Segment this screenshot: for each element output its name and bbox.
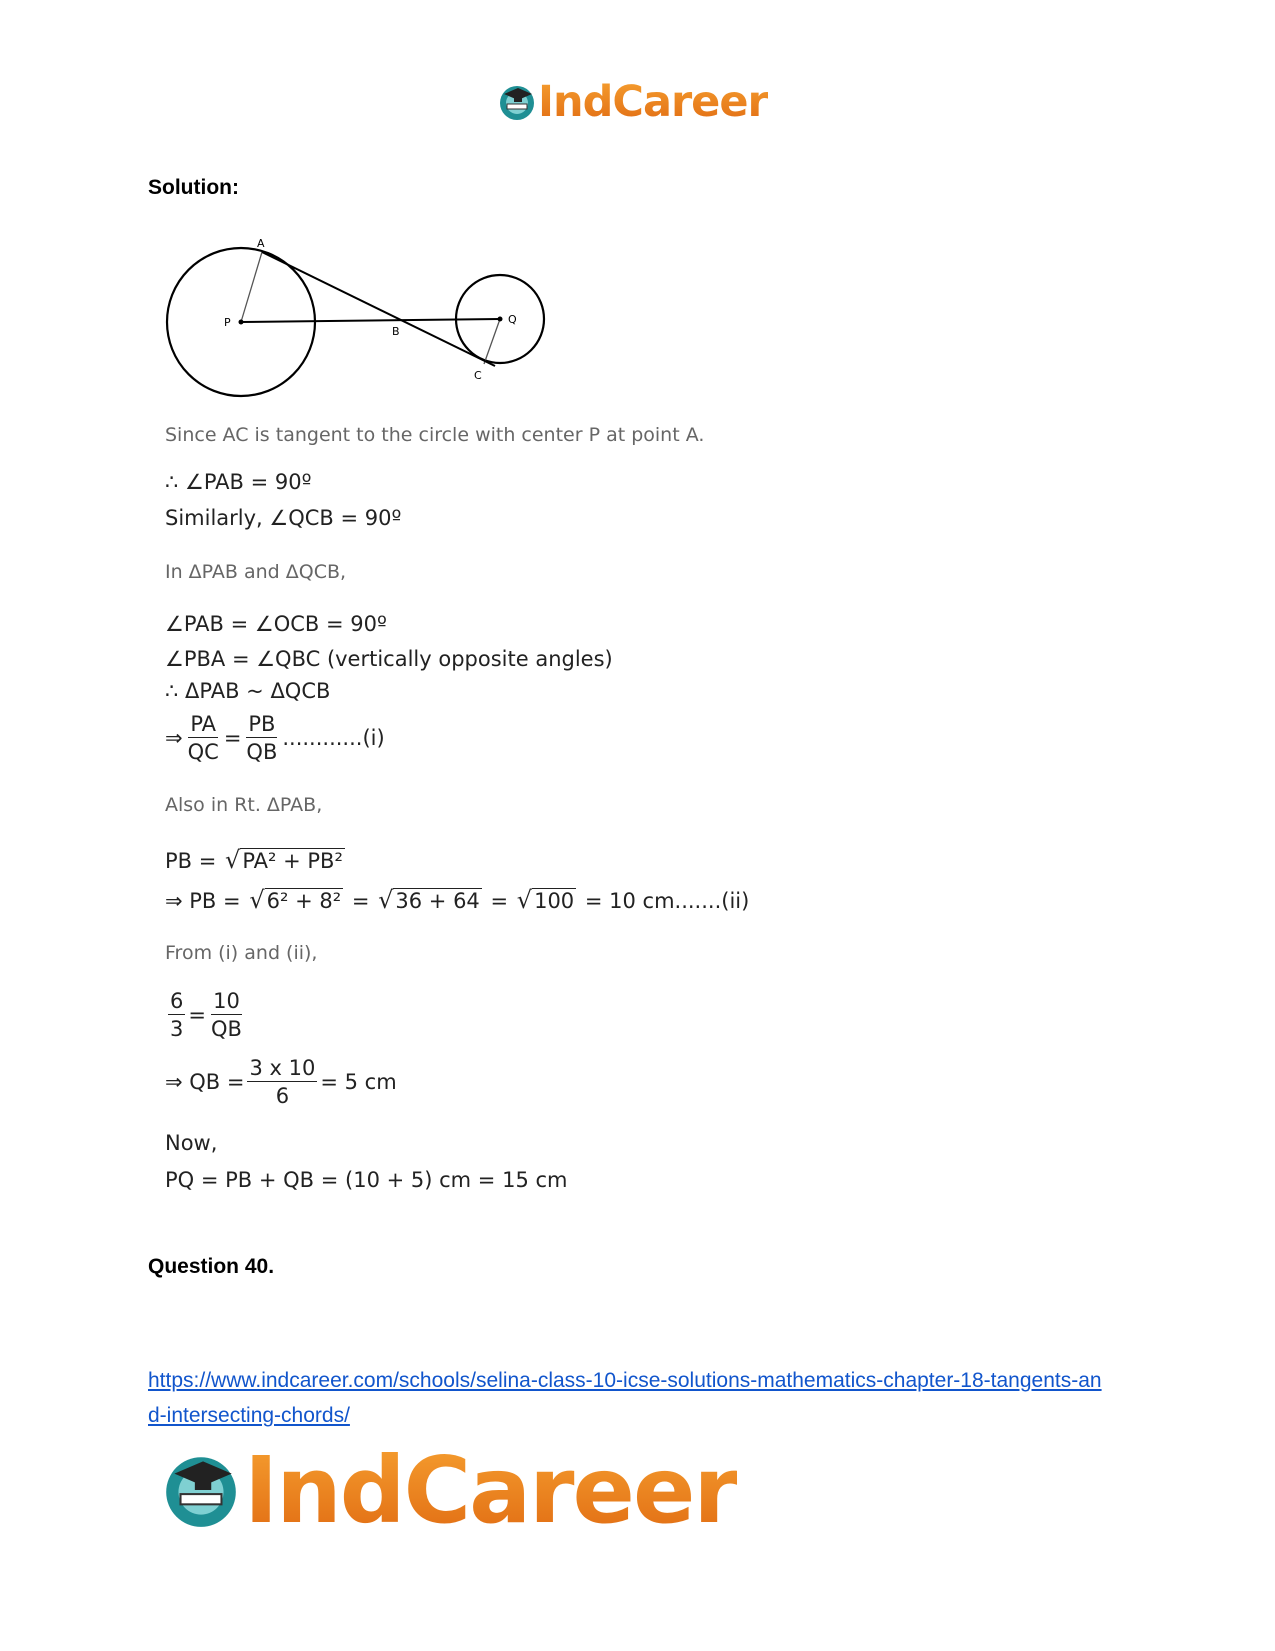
label-p: P — [224, 316, 231, 329]
line-triangles: In ΔPAB and ΔQCB, — [165, 561, 347, 583]
square-root: √ PA² + PB² — [225, 846, 343, 874]
segment-pq — [241, 319, 500, 322]
segment-pa — [241, 252, 262, 322]
fraction-pa-qc: $\frac{PA}{QC}$ — [187, 712, 219, 765]
square-root: √ 100 — [516, 886, 575, 914]
line-angle-pab: ∴ ∠PAB = 90º — [165, 470, 312, 494]
line-angle-equal: ∠PAB = ∠OCB = 90º — [165, 612, 387, 636]
graduation-cap-icon — [158, 1447, 244, 1533]
square-root: √ 36 + 64 — [378, 886, 480, 914]
line-right-triangle: Also in Rt. ΔPAB, — [165, 794, 323, 816]
implies-symbol: ⇒ — [165, 726, 183, 751]
line-pb-value: ⇒ PB = √ 6² + 8² = √ 36 + 64 = √ 100 = 10 cm.......(ii) — [165, 886, 750, 914]
label-a: A — [257, 238, 265, 250]
graduation-cap-icon — [496, 81, 538, 123]
fraction-10-qb: $\frac{10}{QB}$ — [210, 989, 242, 1042]
indcareer-logo-top — [496, 78, 768, 126]
logo-wordmark: IndCareer — [244, 1436, 737, 1544]
tangent-ac — [262, 252, 495, 366]
fraction-pb-qb: $\frac{PB}{QB}$ — [246, 712, 278, 765]
segment-qc — [484, 319, 500, 364]
line-proportion: $\frac{6}{3}$ = $\frac{10}{QB}$ — [170, 989, 242, 1042]
square-root: √ 6² + 8² — [249, 886, 342, 914]
line-vertical-angles: ∠PBA = ∠QBC (vertically opposite angles) — [165, 647, 613, 671]
fraction-6-3: $\frac{6}{3}$ — [170, 989, 184, 1042]
question-heading: Question 40. — [148, 1255, 275, 1278]
solution-heading: Solution: — [148, 176, 239, 199]
line-angle-qcb: Similarly, ∠QCB = 90º — [165, 506, 402, 530]
fraction-3x10-6: $\frac{3 x 10}{6}$ — [249, 1056, 316, 1109]
line-qb-value: ⇒ QB = $\frac{3 x 10}{6}$ = 5 cm — [165, 1056, 397, 1109]
line-tangent-statement: Since AC is tangent to the circle with center P at point A. — [165, 424, 705, 446]
source-url-link[interactable]: https://www.indcareer.com/schools/selina-class-10-icse-solutions-mathematics-chapter-18-tangents-and-intersecting-chords/ — [148, 1369, 1102, 1427]
line-now: Now, — [165, 1131, 218, 1155]
indcareer-logo-bottom — [158, 1436, 737, 1544]
line-pq-result: PQ = PB + QB = (10 + 5) cm = 15 cm — [165, 1168, 568, 1192]
line-pb-formula: PB = √ PA² + PB² — [165, 846, 343, 874]
logo-wordmark: IndCareer — [538, 77, 768, 127]
line-from-i-ii: From (i) and (ii), — [165, 942, 318, 964]
tangent-circles-figure — [165, 238, 585, 413]
label-q: Q — [508, 313, 517, 326]
line-similar: ∴ ΔPAB ~ ΔQCB — [165, 679, 331, 703]
label-b: B — [392, 325, 400, 338]
label-c: C — [474, 369, 482, 382]
line-ratio-i: ⇒ $\frac{PA}{QC}$ = $\frac{PB}{QB}$ ............(i) — [165, 712, 385, 765]
